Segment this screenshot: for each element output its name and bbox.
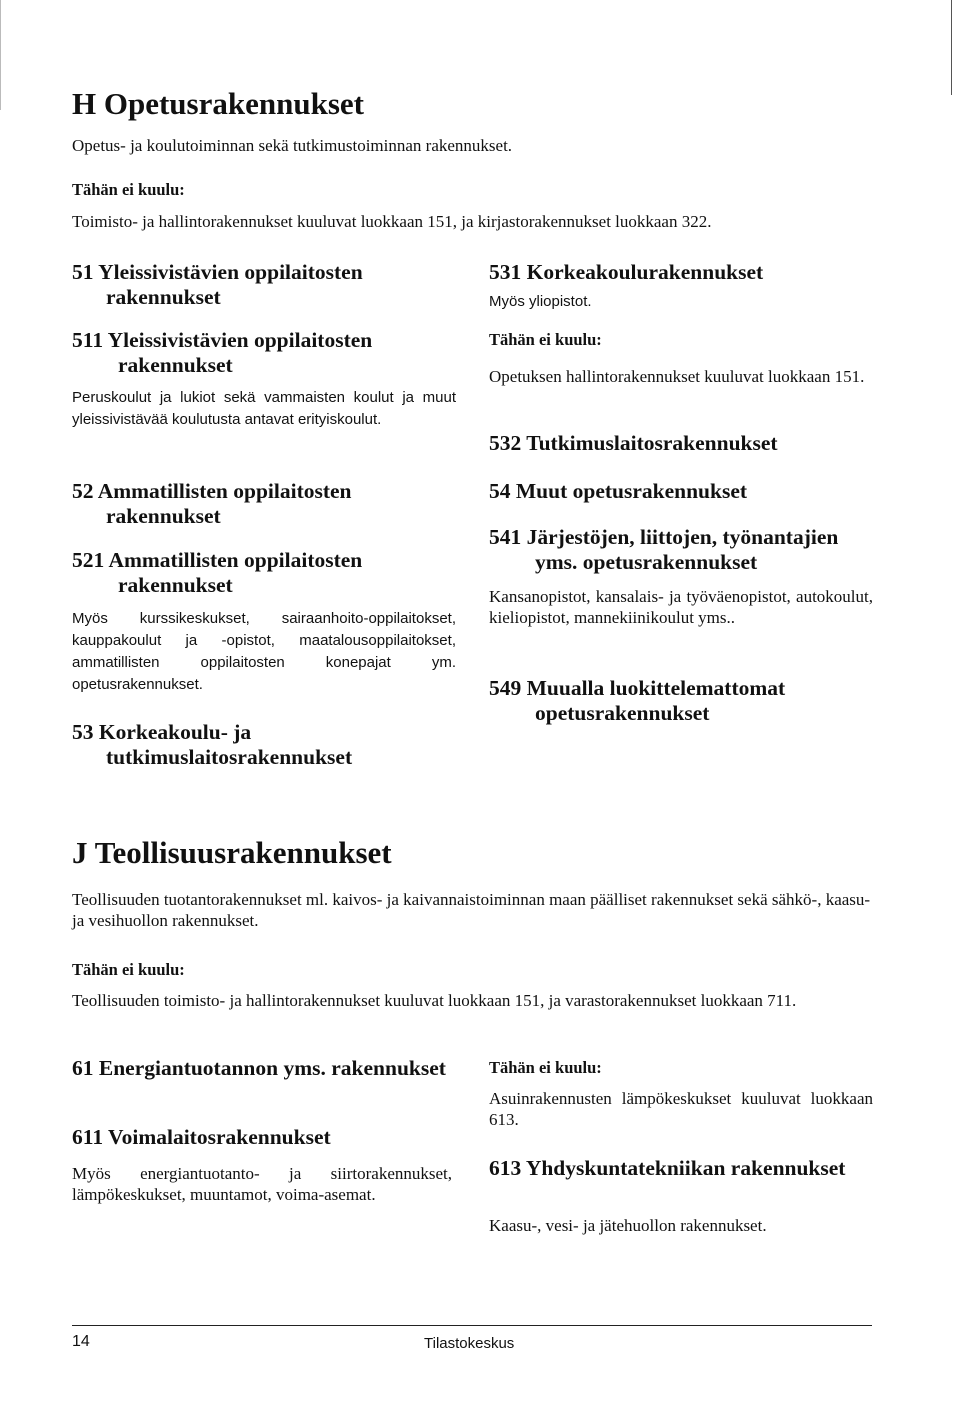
paragraph-531: Myös yliopistot. <box>489 293 592 310</box>
heading-52 <box>72 479 462 529</box>
heading-521-text: 521 Ammatillisten oppilaitosten rakennukset <box>72 548 363 597</box>
heading-613 <box>489 1156 879 1181</box>
publisher-name: Tilastokeskus <box>424 1335 515 1352</box>
footer-rule <box>72 1325 872 1326</box>
j-right-exclusion-text: Asuinrakennusten lämpökeskukset kuuluvat luokkaan 613. <box>489 1089 873 1129</box>
paragraph-521: Myös kurssikeskukset, sairaanhoito-oppilaitokset, kauppakoulut ja -opistot, maatalousoppilaitokset, ammatillisten oppilaitosten konepajat ym. opetusrakennukset. <box>72 610 456 693</box>
heading-521 <box>72 548 462 598</box>
section-j-exclusion-text: Teollisuuden toimisto- ja hallintorakennukset kuuluvat luokkaan 151, ja varastorakennukset luokkaan 711. <box>72 991 797 1010</box>
scan-edge-line <box>0 0 1 110</box>
paragraph-611: Myös energiantuotanto- ja siirtorakennukset, lämpökeskukset, muuntamot, voima-asemat. <box>72 1164 452 1204</box>
paragraph-613: Kaasu-, vesi- ja jätehuollon rakennukset. <box>489 1216 767 1235</box>
heading-532: 532 Tutkimuslaitosrakennukset <box>489 431 778 455</box>
h-right-exclusion-text: Opetuksen hallintorakennukset kuuluvat luokkaan 151. <box>489 367 865 386</box>
heading-613-text: 613 Yhdyskuntatekniikan rakennukset <box>489 1156 846 1180</box>
heading-611: 611 Voimalaitosrakennukset <box>72 1125 331 1149</box>
heading-52-text: 52 Ammatillisten oppilaitosten rakennukset <box>72 479 352 528</box>
section-j-title: J Teollisuusrakennukset <box>72 835 392 870</box>
heading-531: 531 Korkeakoulurakennukset <box>489 260 764 284</box>
heading-61-text: 61 Energiantuotannon yms. rakennukset <box>72 1056 446 1080</box>
j-right-exclusion-label: Tähän ei kuulu: <box>489 1058 602 1077</box>
section-h-exclusion-text: Toimisto- ja hallintorakennukset kuuluvat luokkaan 151, ja kirjastorakennukset luokkaan 322. <box>72 212 712 231</box>
heading-61 <box>72 1056 462 1081</box>
heading-54: 54 Muut opetusrakennukset <box>489 479 748 503</box>
section-j-intro: Teollisuuden tuotantorakennukset ml. kaivos- ja kaivannaistoiminnan maan päälliset rakennukset sekä sähkö-, kaasu- ja vesihuollon rakennukset. <box>72 890 871 930</box>
heading-511-text: 511 Yleissivistävien oppilaitosten rakennukset <box>72 328 373 377</box>
scan-edge-line <box>951 0 952 95</box>
section-j-exclusion-label: Tähän ei kuulu: <box>72 960 185 979</box>
paragraph-511: Peruskoulut ja lukiot sekä vammaisten koulut ja muut yleissivistävää koulutusta antavat erityiskoulut. <box>72 389 456 428</box>
section-h-intro: Opetus- ja koulutoiminnan sekä tutkimustoiminnan rakennukset. <box>72 136 513 155</box>
heading-549 <box>489 676 879 726</box>
section-h-exclusion-label: Tähän ei kuulu: <box>72 180 185 199</box>
heading-53 <box>72 720 462 770</box>
heading-541 <box>489 525 879 575</box>
page-number: 14 <box>72 1333 90 1350</box>
heading-511 <box>72 328 462 378</box>
heading-549-text: 549 Muualla luokittelemattomat opetusrakennukset <box>489 676 786 725</box>
heading-51-text: 51 Yleissivistävien oppilaitosten rakennukset <box>72 260 363 309</box>
heading-53-text: 53 Korkeakoulu- ja tutkimuslaitosrakennukset <box>72 720 353 769</box>
heading-541-text: 541 Järjestöjen, liittojen, työnantajien yms. opetusrakennukset <box>489 525 839 574</box>
section-h-title: H Opetusrakennukset <box>72 86 364 121</box>
h-right-exclusion-label: Tähän ei kuulu: <box>489 330 602 349</box>
paragraph-541: Kansanopistot, kansalais- ja työväenopistot, autokoulut, kieliopistot, mannekiinikoulut yms.. <box>489 587 873 627</box>
heading-51 <box>72 260 462 310</box>
